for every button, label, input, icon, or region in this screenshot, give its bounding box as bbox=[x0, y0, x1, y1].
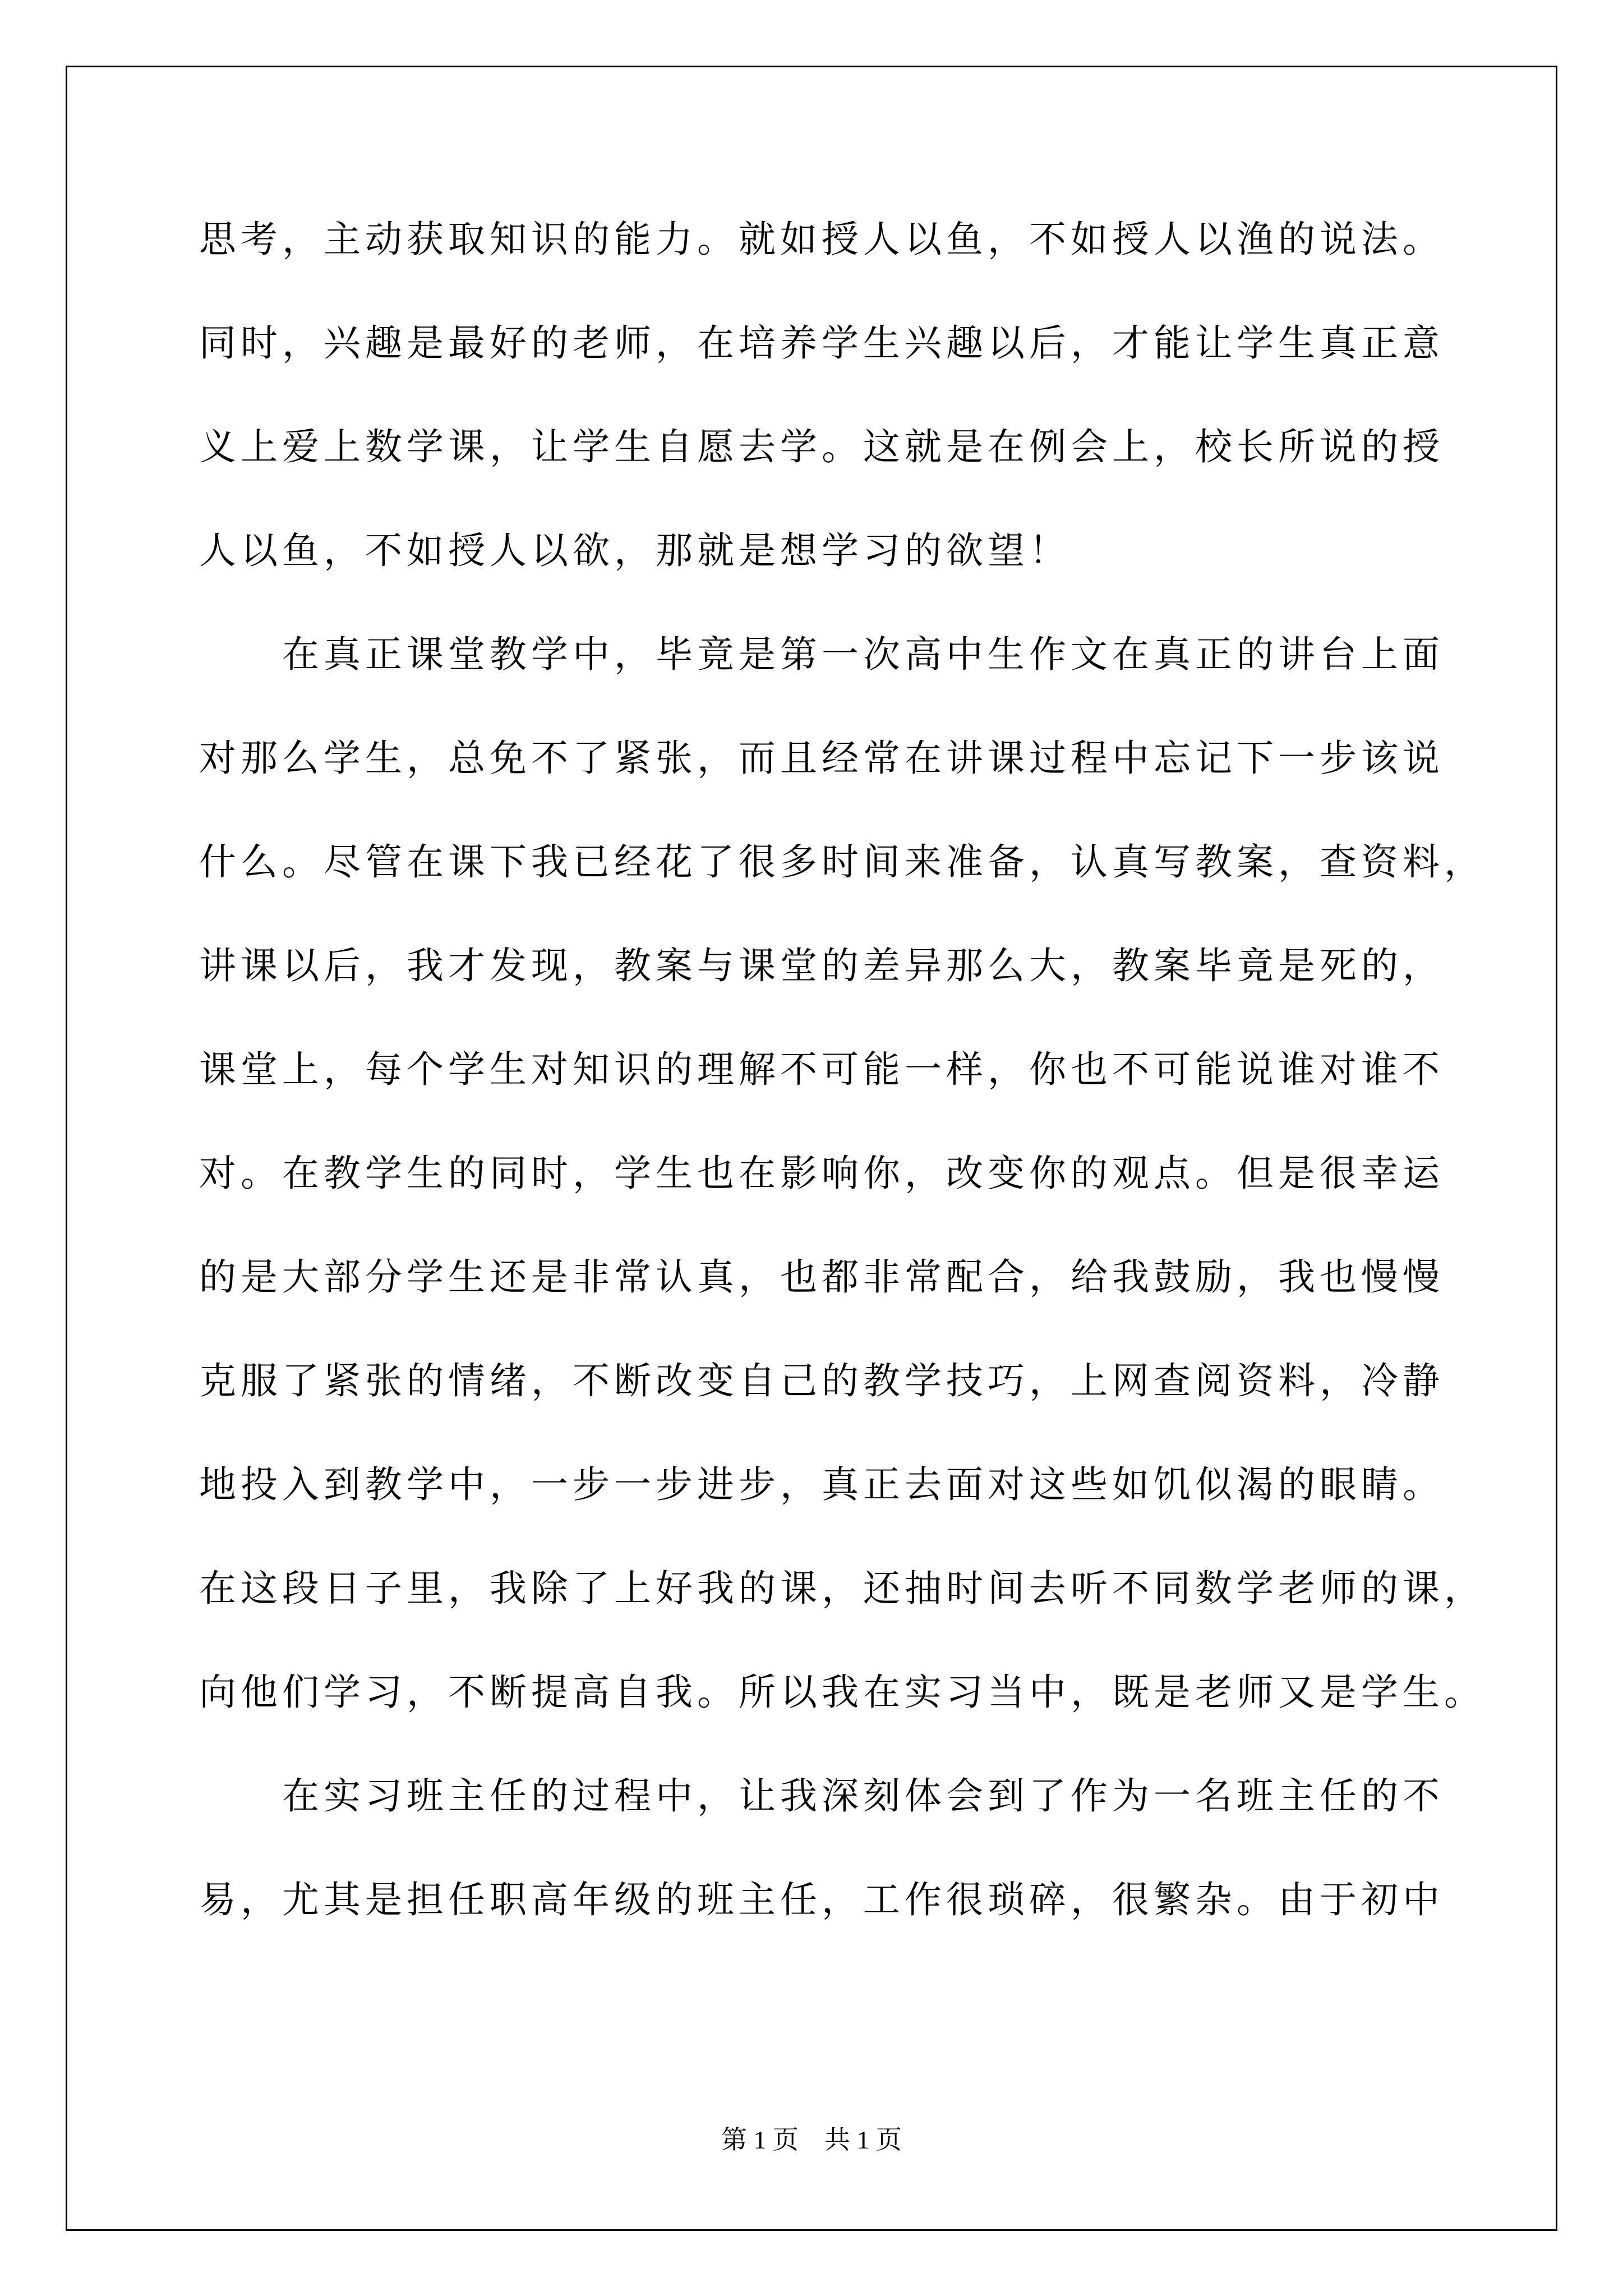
text-line: 对。在教学生的同时，学生也在影响你，改变你的观点。但是很幸运 bbox=[199, 1152, 1444, 1195]
text-line: 人以鱼，不如授人以欲，那就是想学习的欲望！ bbox=[199, 529, 1071, 572]
paragraph-first-line: 在真正课堂教学中，毕竟是第一次高中生作文在真正的讲台上面 bbox=[282, 633, 1444, 676]
text-line: 易，尤其是担任职高年级的班主任，工作很琐碎，很繁杂。由于初中 bbox=[199, 1878, 1444, 1921]
text-line: 克服了紧张的情绪，不断改变自己的教学技巧，上网查阅资料，冷静 bbox=[199, 1359, 1444, 1402]
paragraph-first-line: 在实习班主任的过程中，让我深刻体会到了作为一名班主任的不 bbox=[282, 1774, 1444, 1818]
text-line: 地投入到教学中，一步一步进步，真正去面对这些如饥似渴的眼睛。 bbox=[199, 1463, 1444, 1506]
text-line: 什么。尽管在课下我已经花了很多时间来准备，认真写教案，查资料， bbox=[199, 840, 1486, 884]
text-line: 在这段日子里，我除了上好我的课，还抽时间去听不同数学老师的课， bbox=[199, 1567, 1486, 1610]
page-footer: 第 1 页 共 1 页 bbox=[721, 2125, 902, 2154]
text-line: 思考，主动获取知识的能力。就如授人以鱼，不如授人以渔的说法。 bbox=[199, 218, 1444, 261]
text-line: 向他们学习，不断提高自我。所以我在实习当中，既是老师又是学生。 bbox=[199, 1671, 1486, 1714]
text-line: 对那么学生，总免不了紧张，而且经常在讲课过程中忘记下一步该说 bbox=[199, 737, 1444, 780]
text-line: 的是大部分学生还是非常认真，也都非常配合，给我鼓励，我也慢慢 bbox=[199, 1255, 1444, 1299]
text-line: 同时，兴趣是最好的老师，在培养学生兴趣以后，才能让学生真正意 bbox=[199, 321, 1444, 365]
text-line: 义上爱上数学课，让学生自愿去学。这就是在例会上，校长所说的授 bbox=[199, 425, 1444, 468]
document-body bbox=[199, 197, 1486, 1962]
text-line: 讲课以后，我才发现，教案与课堂的差异那么大，教案毕竟是死的， bbox=[199, 944, 1444, 987]
text-line: 课堂上，每个学生对知识的理解不可能一样，你也不可能说谁对谁不 bbox=[199, 1048, 1444, 1091]
